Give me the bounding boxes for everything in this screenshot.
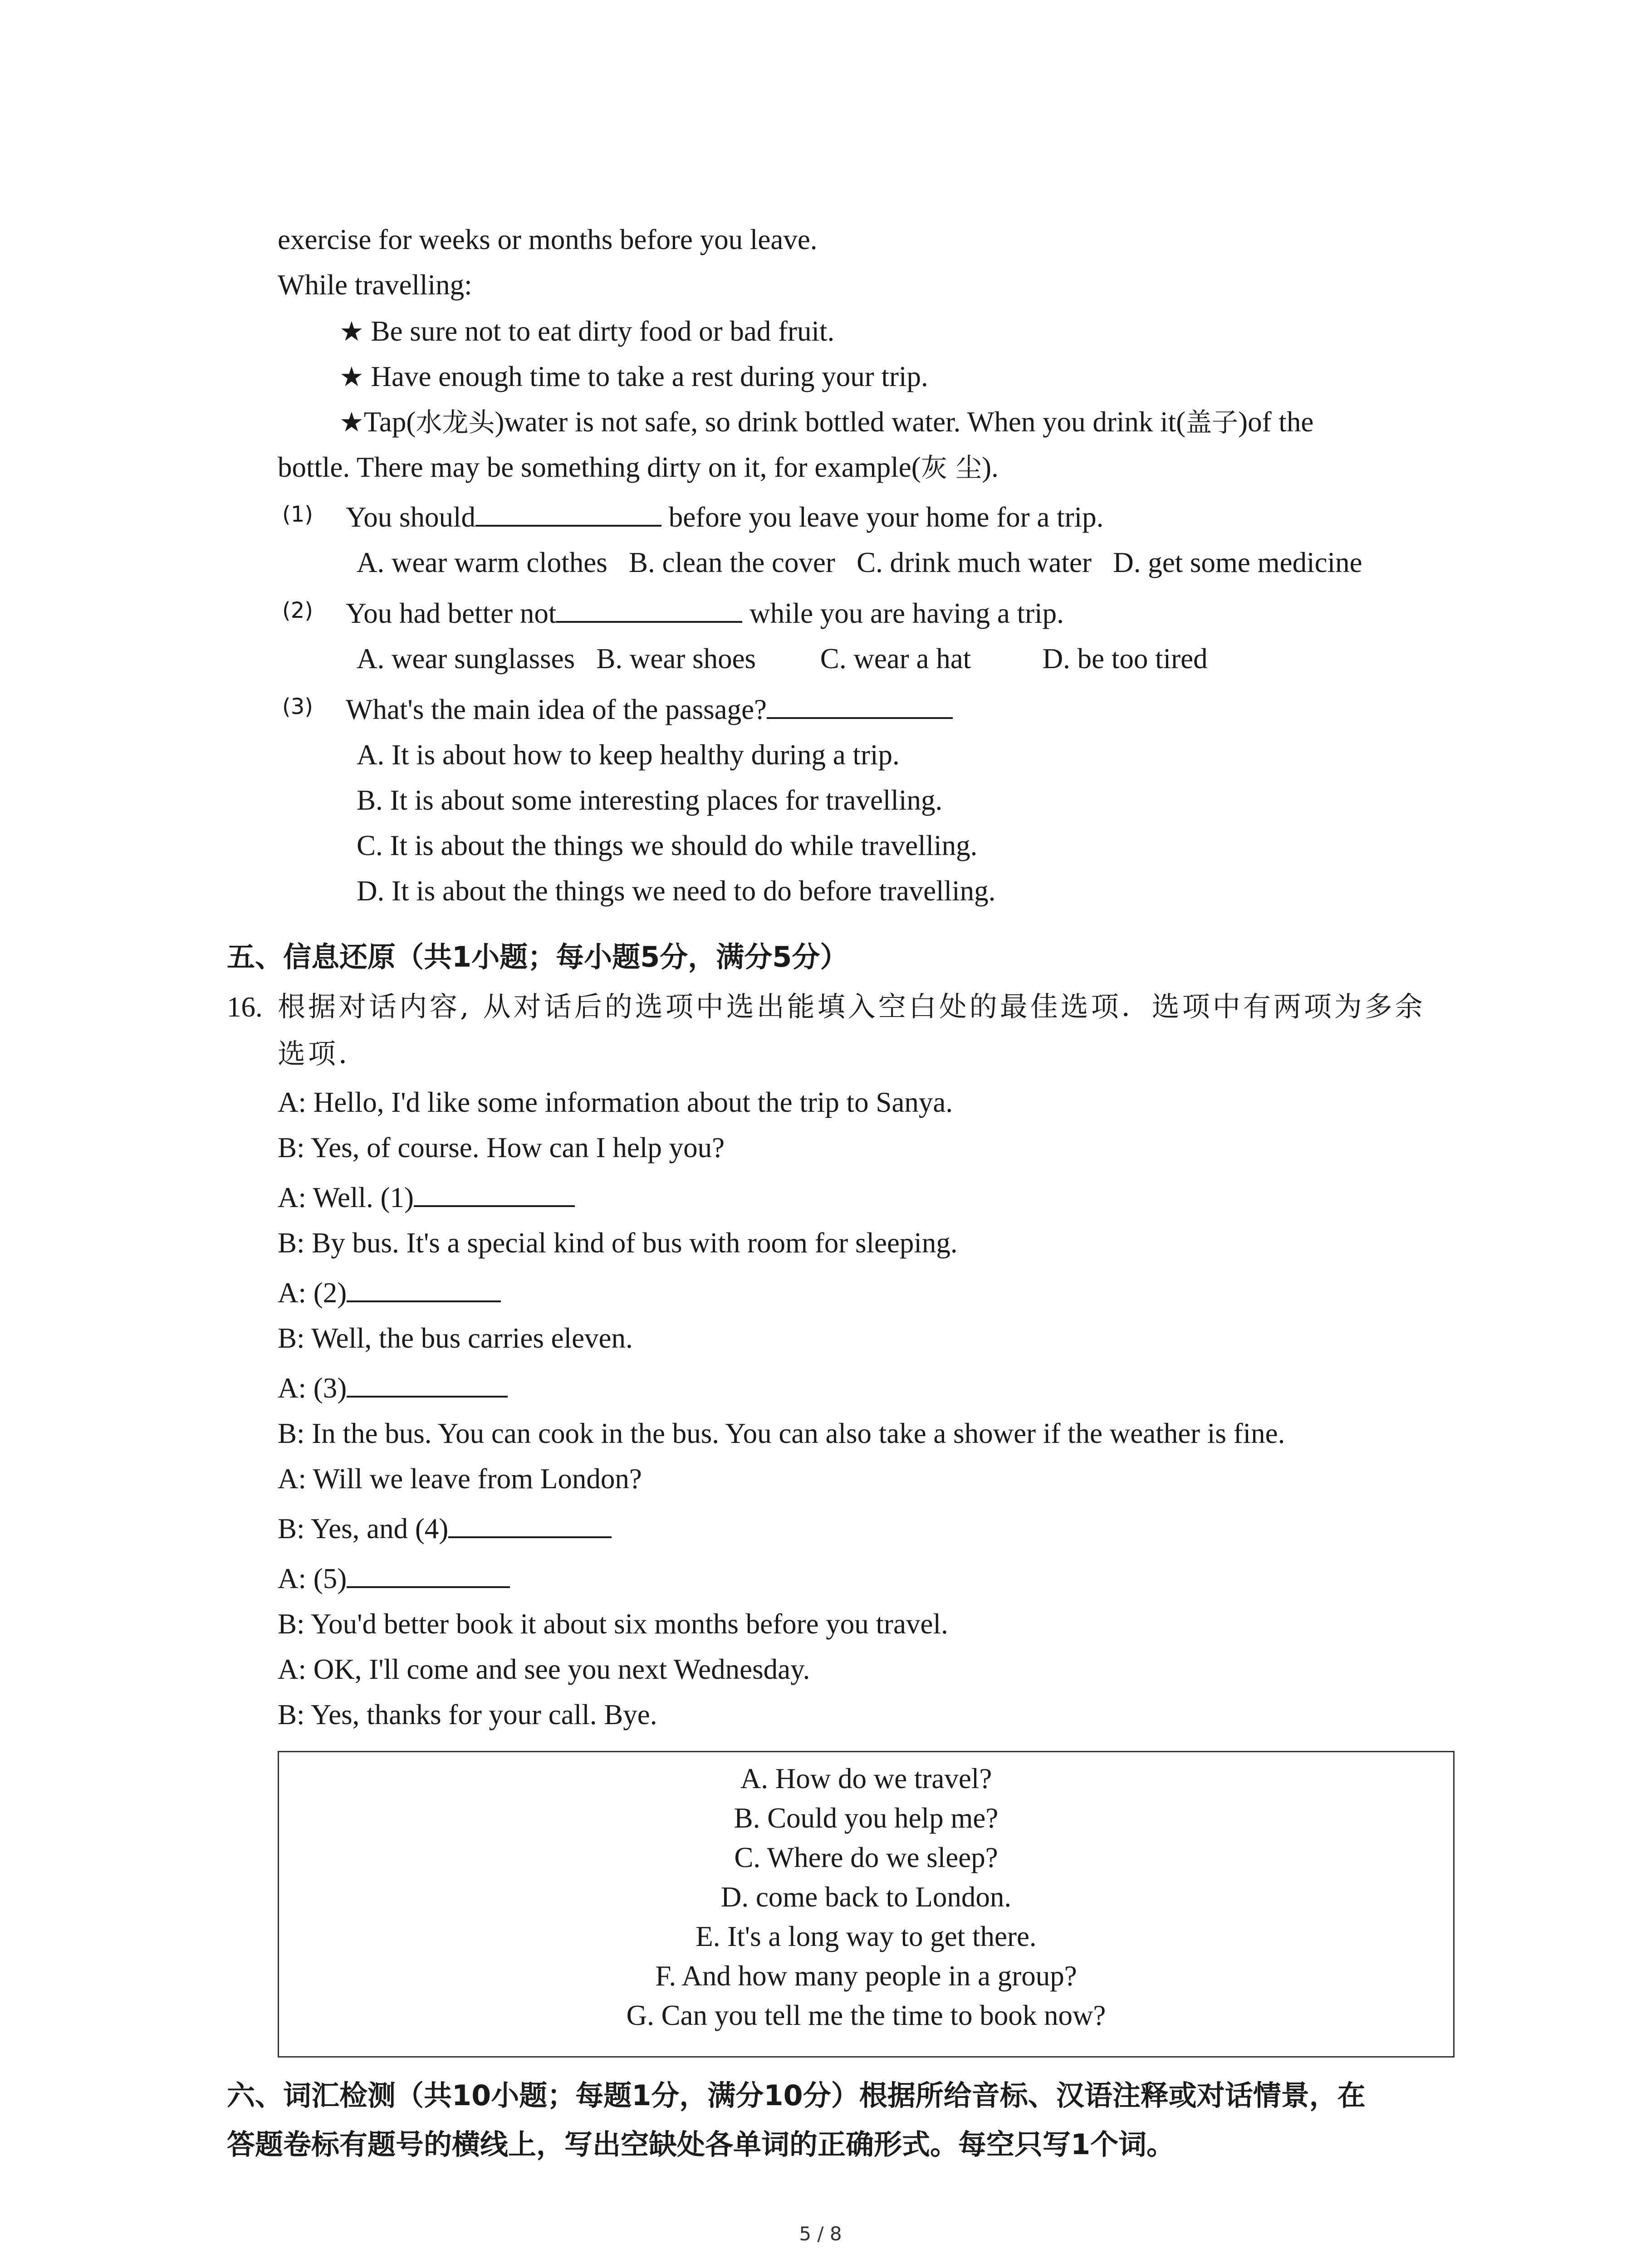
dialog-line: A: Hello, I'd like some information about the trip to Sanya. (278, 1086, 953, 1118)
question-stem (346, 595, 1064, 631)
dialog-line: B: Yes, of course. How can I help you? (278, 1132, 725, 1163)
tip-line (339, 404, 1313, 440)
choice-option: E. It's a long way to get there. (696, 1921, 1037, 1952)
question-options: A. wear sunglasses B. wear shoes C. wear a hat D. be too tired (357, 643, 1208, 675)
dialog-line: A: OK, I'll come and see you next Wednesday. (278, 1653, 810, 1685)
while-travelling-label: While travelling: (278, 269, 472, 301)
answer-blank[interactable] (347, 1561, 510, 1588)
dialog-text: A: Well. (1) (278, 1182, 414, 1213)
section-heading: 六、词汇检测（共10小题；每题1分，满分10分）根据所给音标、汉语注释或对话情景，在 (227, 2079, 1366, 2112)
stem-text: before you leave your home for a trip. (661, 501, 1104, 533)
dialog-text: A: (3) (278, 1372, 347, 1404)
tip-text: )of the (1238, 406, 1314, 438)
tip-text: )water is not safe, so drink bottled water. When you drink it( (495, 406, 1186, 438)
page-number: 5 / 8 (799, 2223, 842, 2245)
chinese-gloss: 水龙头 (416, 407, 495, 438)
tip-text: bottle. There may be something dirty on it, for example( (278, 451, 921, 483)
dialog-text: A: (5) (278, 1563, 347, 1594)
tip-text: ). (982, 451, 999, 483)
question-options: A. wear warm clothes B. clean the cover C. drink much water D. get some medicine (357, 547, 1362, 578)
stem-text: You should (346, 501, 475, 533)
tip-line (339, 358, 928, 395)
chinese-gloss: 盖子 (1185, 407, 1239, 438)
answer-blank[interactable] (767, 692, 953, 719)
dialog-text: A: (2) (278, 1277, 347, 1309)
dialog-line (278, 1370, 508, 1406)
question-stem (346, 691, 953, 728)
answer-blank[interactable] (448, 1511, 612, 1538)
option-d: D. It is about the things we need to do before travelling. (357, 875, 996, 907)
section-heading: 五、信息还原（共1小题；每小题5分，满分5分） (227, 940, 848, 973)
choice-option: C. Where do we sleep? (734, 1842, 998, 1873)
stem-text: while you are having a trip. (742, 597, 1064, 629)
dialog-line (278, 1179, 575, 1216)
stem-text: What's the main idea of the passage? (346, 694, 767, 725)
tip-text: Be sure not to eat dirty food or bad fruit. (371, 315, 835, 347)
tip-text: Tap( (363, 406, 416, 438)
question-stem (346, 499, 1103, 535)
dialog-line: A: Will we leave from London? (278, 1463, 642, 1495)
choice-option: A. How do we travel? (740, 1763, 992, 1794)
dialog-line (278, 1275, 501, 1311)
answer-blank[interactable] (475, 499, 661, 527)
option-a: A. It is about how to keep healthy during a trip. (357, 739, 900, 771)
dialog-line: B: Well, the bus carries eleven. (278, 1322, 633, 1354)
section-heading-continued: 答题卷标有题号的横线上，写出空缺处各单词的正确形式。每空只写1个词。 (227, 2128, 1175, 2161)
dialog-text: B: Yes, and (4) (278, 1513, 449, 1545)
instruction-line: 根据对话内容, 从对话后的选项中选出能填入空白处的最佳选项．选项中有两项为多余 (278, 991, 1425, 1023)
dialog-line (278, 1560, 510, 1597)
dialog-line: B: Yes, thanks for your call. Bye. (278, 1699, 657, 1730)
choice-option: F. And how many people in a group? (655, 1960, 1077, 1992)
tip-text: Have enough time to take a rest during your trip. (371, 361, 928, 392)
tip-line (339, 313, 834, 350)
answer-blank[interactable] (347, 1275, 501, 1302)
choice-option: D. come back to London. (720, 1881, 1012, 1913)
question-number: (1) (282, 502, 313, 527)
tip-line-continued (278, 449, 999, 486)
star-icon: ★ (339, 406, 364, 438)
question-number: (2) (282, 598, 313, 623)
dialog-line: B: By bus. It's a special kind of bus with room for sleeping. (278, 1227, 958, 1259)
answer-blank[interactable] (347, 1370, 508, 1398)
choice-option: B. Could you help me? (734, 1802, 999, 1834)
dialog-line: B: You'd better book it about six months before you travel. (278, 1608, 948, 1640)
answer-blank[interactable] (414, 1180, 575, 1207)
option-c: C. It is about the things we should do while travelling. (357, 830, 978, 861)
star-icon: ★ (339, 361, 364, 393)
question-number: 16. (227, 991, 263, 1023)
star-icon: ★ (339, 316, 364, 347)
instruction-line: 选项． (278, 1038, 369, 1070)
stem-text: You had better not (346, 597, 557, 629)
options-box (278, 1751, 1455, 2058)
question-number: (3) (282, 694, 313, 719)
option-b: B. It is about some interesting places for travelling. (357, 784, 943, 816)
choice-option: G. Can you tell me the time to book now? (626, 1999, 1106, 2031)
answer-blank[interactable] (556, 596, 742, 623)
dialog-line (278, 1510, 612, 1547)
chinese-gloss: 灰 尘 (921, 452, 982, 483)
passage-line: exercise for weeks or months before you leave. (278, 224, 818, 255)
dialog-line: B: In the bus. You can cook in the bus. You can also take a shower if the weather is fine. (278, 1418, 1285, 1449)
